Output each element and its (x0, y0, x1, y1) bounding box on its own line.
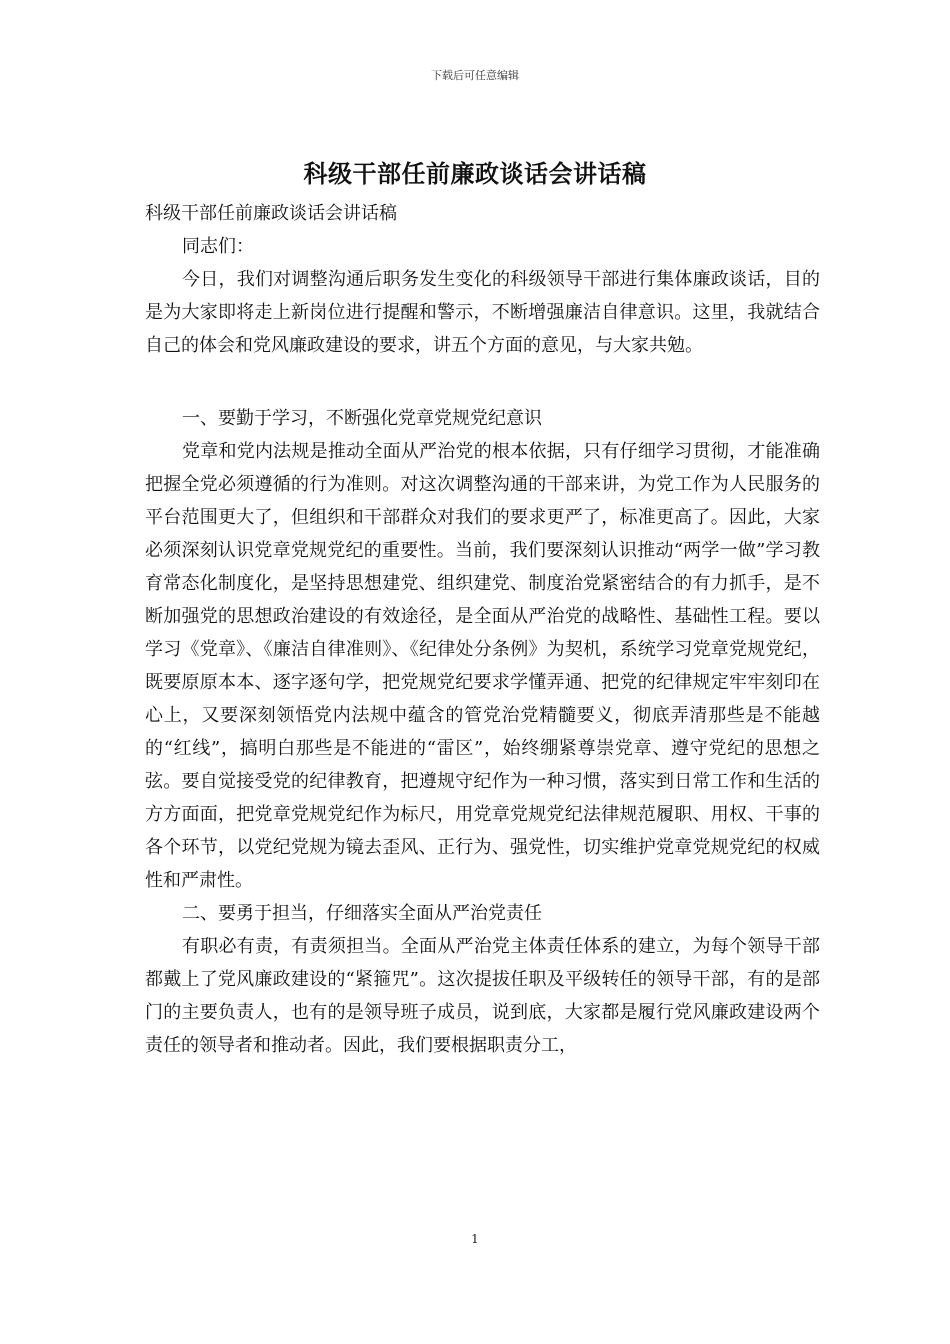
document-title: 科级干部任前廉政谈话会讲话稿 (303, 159, 647, 188)
section-1-heading: 一、要勤于学习，不断强化党章党规党纪意识 (182, 408, 542, 429)
paragraph-gap (145, 362, 820, 402)
document-subtitle: 科级干部任前廉政谈话会讲话稿 (145, 203, 397, 224)
intro-paragraph: 今日，我们对调整沟通后职务发生变化的科级领导干部进行集体廉政谈话，目的是为大家即将走上新岗位进行提醒和警示，不断增强廉洁自律意识。这里，我就结合自己的体会和党风廉政建设的要求，讲五个方面的意见，与大家共勉。 (145, 269, 820, 356)
section-2-heading: 二、要勇于担当，仔细落实全面从严治党责任 (182, 903, 542, 924)
header-note: 下载后可任意编辑 (431, 69, 519, 82)
salutation: 同志们： (182, 236, 254, 257)
section-1-paragraph: 党章和党内法规是推动全面从严治党的根本依据，只有仔细学习贯彻，才能准确把握全党必须遵循的行为准则。对这次调整沟通的干部来讲，为党工作为人民服务的平台范围更大了，但组织和干部群众对我们的要求更严了，标准更高了。因此，大家必须深刻认识党章党规党纪的重要性。当前，我们要深刻认识推动“两学一做”学习教育常态化制度化，是坚持思想建党、组织建党、制度治党紧密结合的有力抓手，是不断加强党的思想政治建设的有效途径，是全面从严治党的战略性、基础性工程。要以学习《党章》、《廉洁自律准则》、《纪律处分条例》为契机，系统学习党章党规党纪，既要原原本本、逐字逐句学，把党规党纪要求学懂弄通、把党的纪律规定牢牢刻印在心上，又要深刻领悟党内法规中蕴含的管党治党精髓要义，彻底弄清那些是不能越的“红线”，搞明白那些是不能进的“雷区”，始终绷紧尊崇党章、遵守党纪的思想之弦。要自觉接受党的纪律教育，把遵规守纪作为一种习惯，落实到日常工作和生活的方方面面，把党章党规党纪作为标尺，用党章党规党纪法律规范履职、用权、干事的各个环节，以党纪党规为镜去歪风、正行为、强党性，切实维护党章党规党纪的权威性和严肃性。 (145, 441, 820, 891)
section-2-paragraph: 有职必有责，有责须担当。全面从严治党主体责任体系的建立，为每个领导干部都戴上了党风廉政建设的“紧箍咒”。这次提拔任职及平级转任的领导干部，有的是部门的主要负责人，也有的是领导班子成员，说到底，大家都是履行党风廉政建设两个责任的领导者和推动者。因此，我们要根据职责分工， (145, 936, 820, 1056)
page-number: 1 (471, 1232, 479, 1246)
document-body (145, 197, 820, 1062)
